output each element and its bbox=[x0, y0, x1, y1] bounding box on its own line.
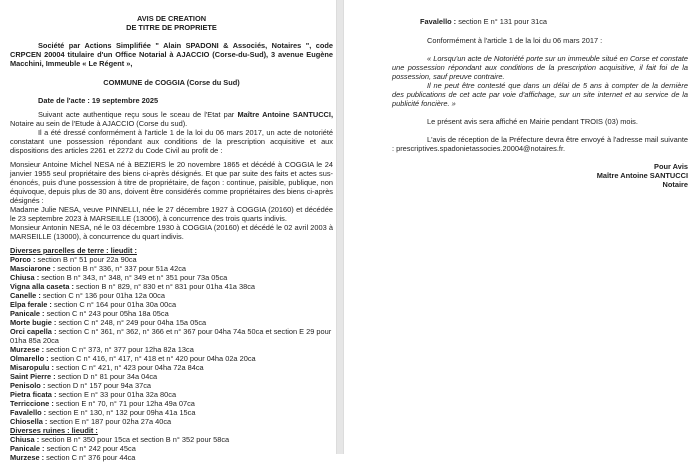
paragraph-notaire-office: Société par Actions Simplifiée " Alain SPADONI & Associés, Notaires ", code CRPCEN 20004 titulaire d'un Office Notarial à AJACCIO (Corse-du-Sud), 3 avenue Eugène Macchini, Immeuble « Le Régent », bbox=[10, 41, 333, 68]
text-segment: Maître Antoine SANTUCCI, bbox=[237, 110, 333, 119]
paragraph-suivant-acte bbox=[10, 110, 333, 128]
parcel-item bbox=[10, 408, 333, 417]
parcel-item bbox=[10, 273, 333, 282]
parcel-item bbox=[10, 264, 333, 273]
quote-paragraph-1: « Lorsqu'un acte de Notoriété porte sur un immeuble situé en Corse et constate une possession répondant aux conditions de la prescription acquisitive, il fait foi de la possession, sauf preuve contraire. bbox=[392, 54, 688, 81]
parcel-detail: section B n° 343, n° 348, n° 349 et n° 351 pour 73a 05ca bbox=[41, 273, 228, 282]
date-acte-line: Date de l'acte : 19 septembre 2025 bbox=[38, 96, 159, 105]
parcel-name: Chiosella : bbox=[10, 417, 50, 426]
parcel-name: Orci capella : bbox=[10, 327, 59, 336]
parcel-name: Vigna alla caseta : bbox=[10, 282, 77, 291]
parcel-detail: section C n° 164 pour 01ha 30a 00ca bbox=[53, 300, 177, 309]
parcel-name: Elpa ferale : bbox=[10, 300, 54, 309]
parcel-name: Penisolo : bbox=[10, 381, 48, 390]
parcel-name: Favalello : bbox=[10, 408, 49, 417]
parcel-item bbox=[10, 363, 333, 372]
parcel-detail: section B n° 336, n° 337 pour 51a 42ca bbox=[57, 264, 187, 273]
paragraph-antonin-nesa: Monsieur Antonin NESA, né le 03 décembre 1930 à COGGIA (20160) et décédé le 02 avril 2003 à MARSEILLE (13000), à concurrence du quart indivis. bbox=[10, 223, 333, 241]
parcel-item bbox=[10, 282, 333, 291]
ruine-name: Panicale : bbox=[10, 444, 47, 453]
page-1 bbox=[0, 0, 336, 462]
parcel-item bbox=[10, 318, 333, 327]
parcel-name: Chiusa : bbox=[10, 273, 42, 282]
ruine-item bbox=[10, 444, 333, 453]
parcel-detail: section E n° 33 pour 01ha 32a 80ca bbox=[58, 390, 177, 399]
paragraph-madame-nesa: Madame Julie NESA, veuve PINNELLI, née le 27 décembre 1927 à COGGIA (20160) et décédée le 23 septembre 2023 à MARSEILLE (13006), à concurrence des trois quarts indivis. bbox=[10, 205, 333, 223]
parcel-name: Morte bugie : bbox=[10, 318, 59, 327]
parcel-detail: section C n° 248, n° 249 pour 04ha 15a 05ca bbox=[58, 318, 207, 327]
parcel-item bbox=[10, 327, 333, 345]
parcel-name: Misaropulu : bbox=[10, 363, 56, 372]
paragraph-reception-mail: L'avis de réception de la Préfecture devra être envoyé à l'adresse mail suivante : prescriptives.spadonietassocies.20004@notaires.fr. bbox=[392, 135, 688, 153]
parcel-name: Panicale : bbox=[10, 309, 47, 318]
parcel-detail: section C n° 416, n° 417, n° 418 et n° 420 pour 04ha 02a 20ca bbox=[50, 354, 256, 363]
parcel-item bbox=[10, 255, 333, 264]
parcel-item bbox=[10, 372, 333, 381]
parcel-name: Canelle : bbox=[10, 291, 43, 300]
parcel-detail: section E n° 131 pour 31ca bbox=[458, 17, 548, 26]
parcel-detail: section B n° 51 pour 22a 90ca bbox=[37, 255, 137, 264]
parcel-name: Pietra ficata : bbox=[10, 390, 59, 399]
ruine-name: Murzese : bbox=[10, 453, 47, 462]
parcel-detail: section C n° 373, n° 377 pour 12ha 82a 13ca bbox=[46, 345, 194, 354]
parcel-name: Porco : bbox=[10, 255, 38, 264]
signature-pour-avis: Pour Avis bbox=[654, 162, 688, 171]
commune-line: COMMUNE de COGGIA (Corse du Sud) bbox=[103, 78, 240, 87]
ruine-item bbox=[10, 435, 333, 444]
ruine-name: Chiusa : bbox=[10, 435, 42, 444]
parcel-detail: section D n° 157 pour 94a 37ca bbox=[47, 381, 151, 390]
signature-notaire-title: Notaire bbox=[662, 180, 688, 189]
parcel-item bbox=[10, 345, 333, 354]
ruine-detail: section C n° 242 pour 45ca bbox=[46, 444, 136, 453]
signature-notaire-name: Maître Antoine SANTUCCI bbox=[596, 171, 688, 180]
ruine-item bbox=[10, 453, 333, 462]
paragraph-dresse: Il a été dressé conformément à l'article 1 de la loi du 06 mars 2017, un acte de notoriété constatant une possession répondant aux conditions de la prescription acquisitive et aux dispositions des articles 2261 et 2272 du Code Civil au profit de : bbox=[10, 128, 333, 155]
parcel-item-favalello bbox=[392, 17, 688, 26]
heading-parcelles: Diverses parcelles de terre : lieudit : bbox=[10, 246, 137, 255]
parcel-item bbox=[10, 417, 333, 426]
parcel-item bbox=[10, 291, 333, 300]
parcel-name: Olmarello : bbox=[10, 354, 51, 363]
parcel-name: Terriccione : bbox=[10, 399, 56, 408]
parcel-item bbox=[10, 399, 333, 408]
notice-title-line2: DE TITRE DE PROPRIETE bbox=[126, 23, 217, 32]
parcel-item bbox=[10, 309, 333, 318]
parcel-list bbox=[10, 255, 333, 426]
paragraph-affichage: Le présent avis sera affiché en Mairie pendant TROIS (03) mois. bbox=[427, 117, 638, 126]
parcel-detail: section D n° 81 pour 34a 04ca bbox=[57, 372, 158, 381]
parcel-name: Murzese : bbox=[10, 345, 47, 354]
parcel-item bbox=[10, 300, 333, 309]
parcel-name: Saint Pierre : bbox=[10, 372, 58, 381]
heading-ruines: Diverses ruines : lieudit : bbox=[10, 426, 98, 435]
parcel-detail: section C n° 421, n° 423 pour 04ha 72a 84ca bbox=[56, 363, 204, 372]
notice-title-line1: AVIS DE CREATION bbox=[136, 14, 207, 23]
quote-paragraph-2: Il ne peut être contesté que dans un délai de 5 ans à compter de la dernière des publications de cet acte par voie d'affichage, sur un site internet et au service de la publicité foncière. » bbox=[392, 81, 688, 108]
paragraph-monsieur-nesa: Monsieur Antoine Michel NESA né à BEZIERS le 20 novembre 1865 et décédé à COGGIA le 24 janvier 1955 seul propriétaire des biens ci-après désignés. Et que par suite des faits et actes sus-énoncés, puis d'une possession à titre de propriétaire, de façon : continue, paisible, publique, non équivoque, depuis plus de 30 ans, doivent être considérés comme propriétaires des biens ci-après désignés : bbox=[10, 160, 333, 205]
parcel-item bbox=[10, 381, 333, 390]
parcel-detail: section E n° 70, n° 71 pour 12ha 49a 07ca bbox=[55, 399, 195, 408]
parcel-item bbox=[10, 354, 333, 363]
page-2 bbox=[344, 0, 699, 454]
parcel-detail: section C n° 361, n° 362, n° 366 et n° 367 pour 04ha 74a 50ca et section E 29 pour 01ha 85a 20ca bbox=[10, 327, 332, 345]
parcel-name: Masciarone : bbox=[10, 264, 58, 273]
text-segment: Notaire au sein de l'Etude à AJACCIO (Corse du sud). bbox=[10, 119, 188, 128]
parcel-name: Favalello : bbox=[420, 17, 459, 26]
text-segment: Suivant acte authentique reçu sous le sceau de l'Etat par bbox=[38, 110, 238, 119]
parcel-detail: section B n° 829, n° 830 et n° 831 pour 01ha 41a 38ca bbox=[76, 282, 256, 291]
parcel-detail: section E n° 130, n° 132 pour 09ha 41a 15ca bbox=[48, 408, 196, 417]
parcel-detail: section C n° 243 pour 05ha 18a 05ca bbox=[46, 309, 169, 318]
paragraph-conformement: Conformément à l'article 1 de la loi du 06 mars 2017 : bbox=[427, 36, 603, 45]
ruines-list bbox=[10, 435, 333, 462]
ruine-detail: section C n° 376 pour 44ca bbox=[46, 453, 136, 462]
parcel-detail: section C n° 136 pour 01ha 12a 00ca bbox=[42, 291, 165, 300]
ruine-detail: section B n° 350 pour 15ca et section B n° 352 pour 58ca bbox=[41, 435, 230, 444]
page-gutter bbox=[336, 0, 344, 454]
parcel-item bbox=[10, 390, 333, 399]
parcel-detail: section E n° 187 pour 02ha 27a 40ca bbox=[49, 417, 172, 426]
